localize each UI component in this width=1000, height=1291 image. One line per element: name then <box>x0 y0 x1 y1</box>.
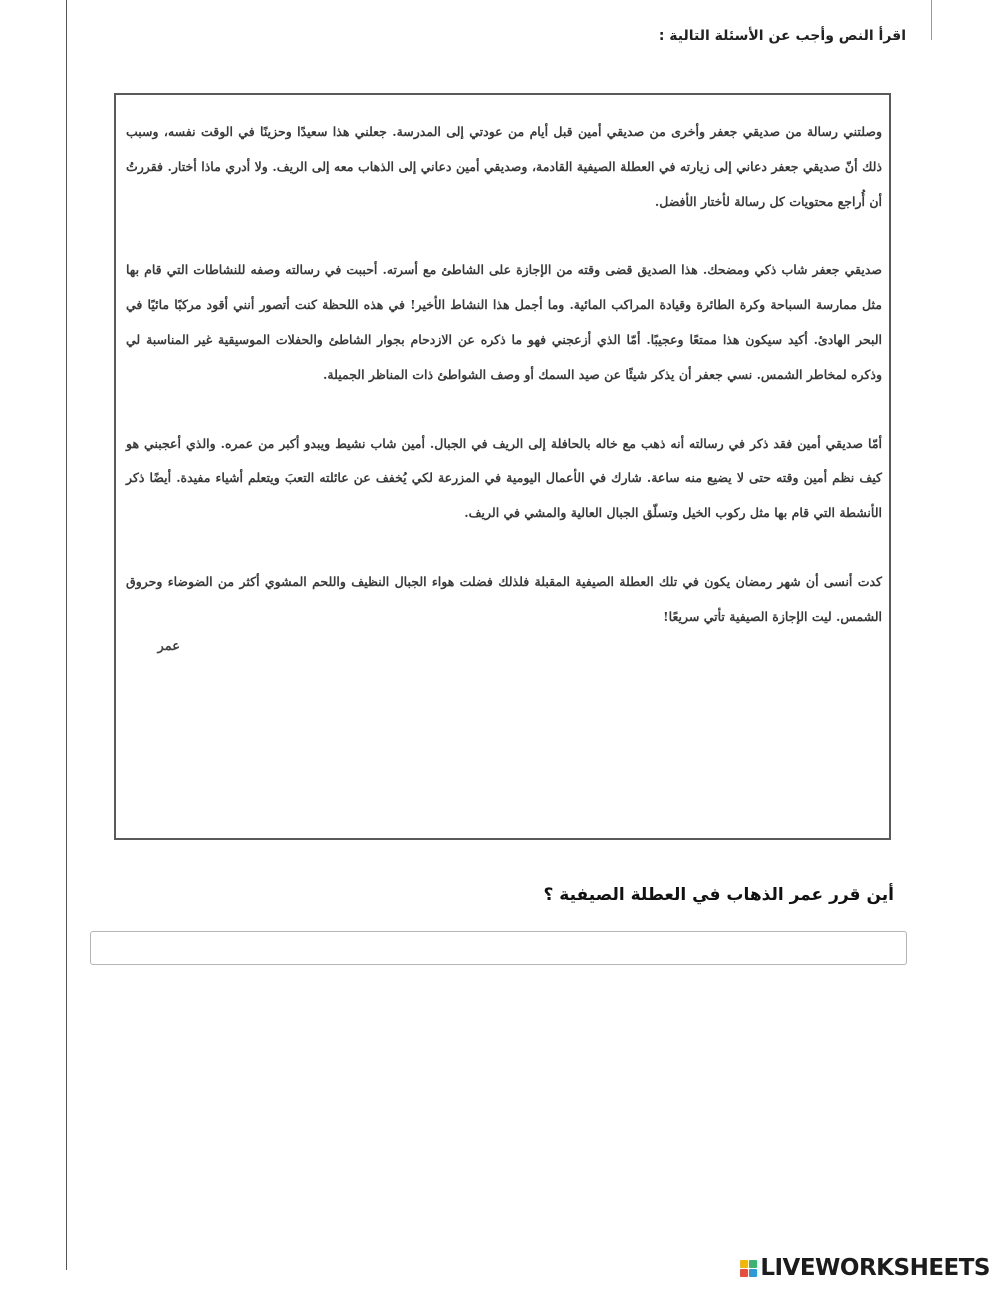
logo-square-2 <box>749 1260 757 1268</box>
logo-square-4 <box>749 1269 757 1277</box>
liveworksheets-brand <box>740 1255 990 1281</box>
passage-paragraph-2: صديقي جعفر شاب ذكي ومضحك. هذا الصديق قضى وقته من الإجازة على الشاطئ مع أسرته. أحببت في رسالته وصفه للنشاطات التي قام بها مثل ممارسة السباحة وكرة الطائرة وقيادة المراكب المائية. وما أجمل هذا النشاط الأخير! في هذه اللحظة كنت أتصور أنني أقود مركبًا مائيًا في البحر الهادئ. أكيد سيكون هذا ممتعًا وعجيبًا. أمّا الذي أزعجني فهو ما ذكره عن الازدحام بجوار الشاطئ والحفلات الموسيقية غير المناسبة لي وذكره لمخاطر الشمس. نسي جعفر أن يذكر شيئًا عن صيد السمك أو وصف الشواطئ ذات المناظر الجميلة. <box>126 262 882 382</box>
logo-square-3 <box>740 1269 748 1277</box>
passage-signature: عمر <box>157 638 180 654</box>
brand-name: LIVEWORKSHEETS <box>760 1255 990 1281</box>
liveworksheets-logo-icon <box>740 1260 757 1277</box>
reading-passage <box>114 93 891 840</box>
passage-paragraph-3: أمّا صديقي أمين فقد ذكر في رسالته أنه ذهب مع خاله بالحافلة إلى الريف في الجبال. أمين شاب نشيط ويبدو أكبر من عمره. والذي أعجبني هو كيف نظم أمين وقته حتى لا يضيع منه ساعة. شارك في الأعمال اليومية في المزرعة لكي يُخفف عن عائلته التعبَ ويتعلم أشياء مفيدة. أيضًا ذكر الأنشطة التي قام بها مثل ركوب الخيل وتسلّق الجبال العالية والمشي في الريف. <box>126 435 882 521</box>
logo-square-1 <box>740 1260 748 1268</box>
answer-input[interactable] <box>90 931 907 965</box>
page-border-left <box>66 0 67 1270</box>
passage-paragraph-1: وصلتني رسالة من صديقي جعفر وأخرى من صديقي أمين قبل أيام من عودتي إلى المدرسة. جعلني هذا سعيدًا وحزينًا في الوقت نفسه، وسبب ذلك أنّ صديقي جعفر دعاني إلى زيارته في العطلة الصيفية القادمة، وصديقي أمين دعاني إلى الذهاب معه إلى الريف. ولا أدري ماذا أختار. فقررتُ أن أُراجع محتويات كل رسالة لأختار الأفضل. <box>126 124 882 209</box>
question-text: أين قرر عمر الذهاب في العطلة الصيفية ؟ <box>543 885 894 905</box>
passage-paragraph-4: كدت أنسى أن شهر رمضان يكون في تلك العطلة الصيفية المقبلة فلذلك فضلت هواء الجبال النظيف واللحم المشوي أكثر من الضوضاء وحروق الشمس. ليت الإجازة الصيفية تأتي سريعًا! <box>126 573 882 624</box>
instruction-text: اقرأ النص وأجب عن الأسئلة التالية : <box>658 28 906 44</box>
page-border-right <box>931 0 932 40</box>
